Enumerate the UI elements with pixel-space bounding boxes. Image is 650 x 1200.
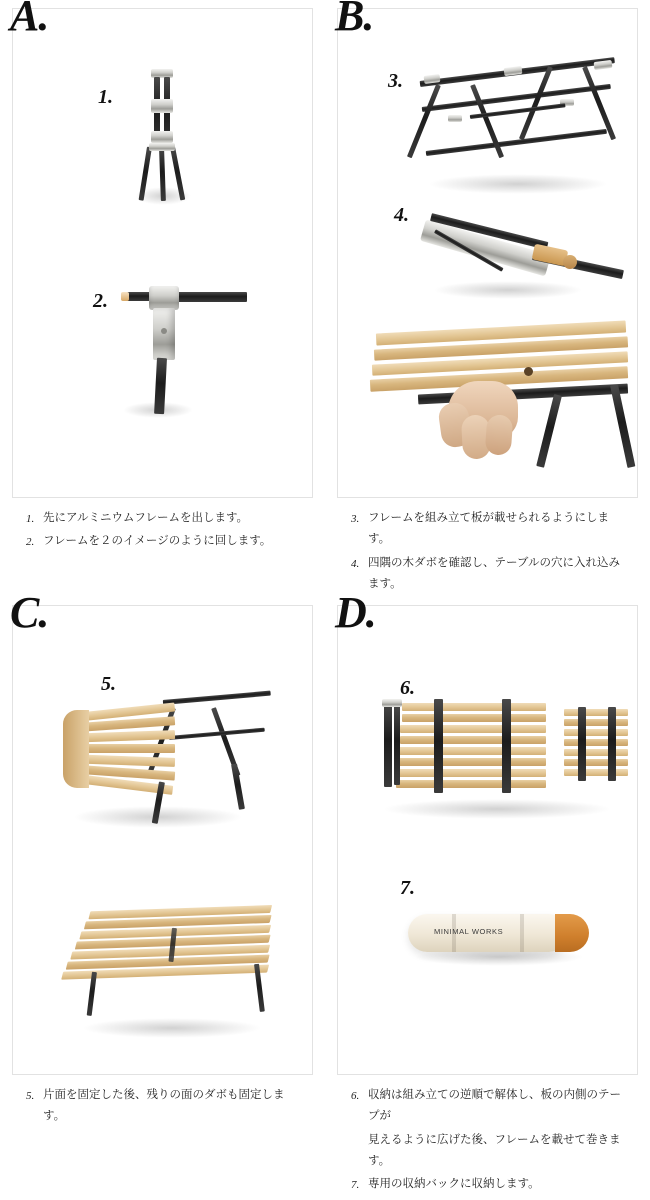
caption-item (351, 553, 624, 596)
step-number-4: 4. (394, 204, 409, 226)
panel-c-letter: C. (10, 588, 49, 638)
panel-b-letter: B. (335, 0, 374, 40)
caption-index (351, 1130, 368, 1131)
caption-text: 先にアルミニウムフレームを出します。 (43, 512, 249, 524)
caption-text: 収納は組み立ての逆順で解体し、板の内側のテープが (368, 1089, 621, 1123)
caption-index: 3. (351, 513, 360, 525)
caption-item (26, 508, 299, 529)
caption-text: 四隅の木ダボを確認し、テーブルの穴に入れ込みます。 (368, 556, 620, 590)
caption-text: 片面を固定した後、残りの面のダボも固定します。 (43, 1089, 285, 1123)
panel-c-image-area (12, 605, 313, 1075)
panel-c-captions (12, 1075, 313, 1128)
figure-rolling-slats-onto-frame (63, 686, 278, 836)
caption-index: 1. (26, 513, 35, 525)
step-number-6: 6. (400, 677, 415, 700)
step-number-5: 5. (101, 673, 116, 696)
caption-text: フレームを組み立て板が載せられるようにします。 (368, 512, 610, 546)
bag-cap (555, 914, 589, 952)
panel-b (325, 0, 650, 597)
panel-a (0, 0, 325, 597)
figure-assembled-frame (408, 59, 628, 194)
caption-item (351, 1130, 624, 1173)
caption-item (351, 508, 624, 551)
figure-completed-table (68, 906, 283, 1046)
caption-index: 5. (26, 1090, 35, 1103)
figure-frame-rotation-detail (113, 284, 253, 419)
figure-wood-dowel-closeup (413, 199, 628, 309)
step-number-2: 2. (93, 290, 108, 312)
caption-item (26, 531, 299, 552)
caption-item (351, 1174, 624, 1195)
panel-b-captions (337, 498, 638, 595)
caption-index: 6. (351, 1090, 360, 1103)
figure-hand-inserting-dowel (358, 319, 643, 469)
caption-item (26, 1085, 299, 1128)
caption-index: 4. (351, 557, 360, 570)
caption-text: 専用の収納バックに収納します。 (368, 1178, 540, 1191)
bag-brand-label: MINIMAL WORKS (434, 927, 504, 937)
step-number-3: 3. (388, 70, 403, 92)
step-number-1: 1. (98, 86, 113, 108)
panel-d (325, 588, 650, 1197)
panel-d-letter: D. (335, 588, 376, 638)
caption-item (351, 1085, 624, 1128)
figure-storage-bag (408, 896, 588, 976)
panel-a-image-area (12, 8, 313, 498)
panel-a-captions (12, 498, 313, 553)
caption-text: 見えるように広げた後、フレームを載せて巻きます。 (368, 1133, 621, 1167)
step-number-7: 7. (400, 877, 415, 900)
panel-d-image-area (337, 605, 638, 1075)
caption-index: 2. (26, 536, 35, 549)
figure-rolled-up-tabletop (368, 691, 633, 821)
figure-folded-aluminum-frame (133, 69, 193, 204)
panel-d-captions (337, 1075, 638, 1195)
panel-a-letter: A. (10, 0, 49, 40)
panel-c (0, 588, 325, 1197)
caption-text: フレームを２のイメージのように回します。 (43, 535, 272, 548)
caption-index: 7. (351, 1179, 360, 1192)
panel-b-image-area (337, 8, 638, 498)
